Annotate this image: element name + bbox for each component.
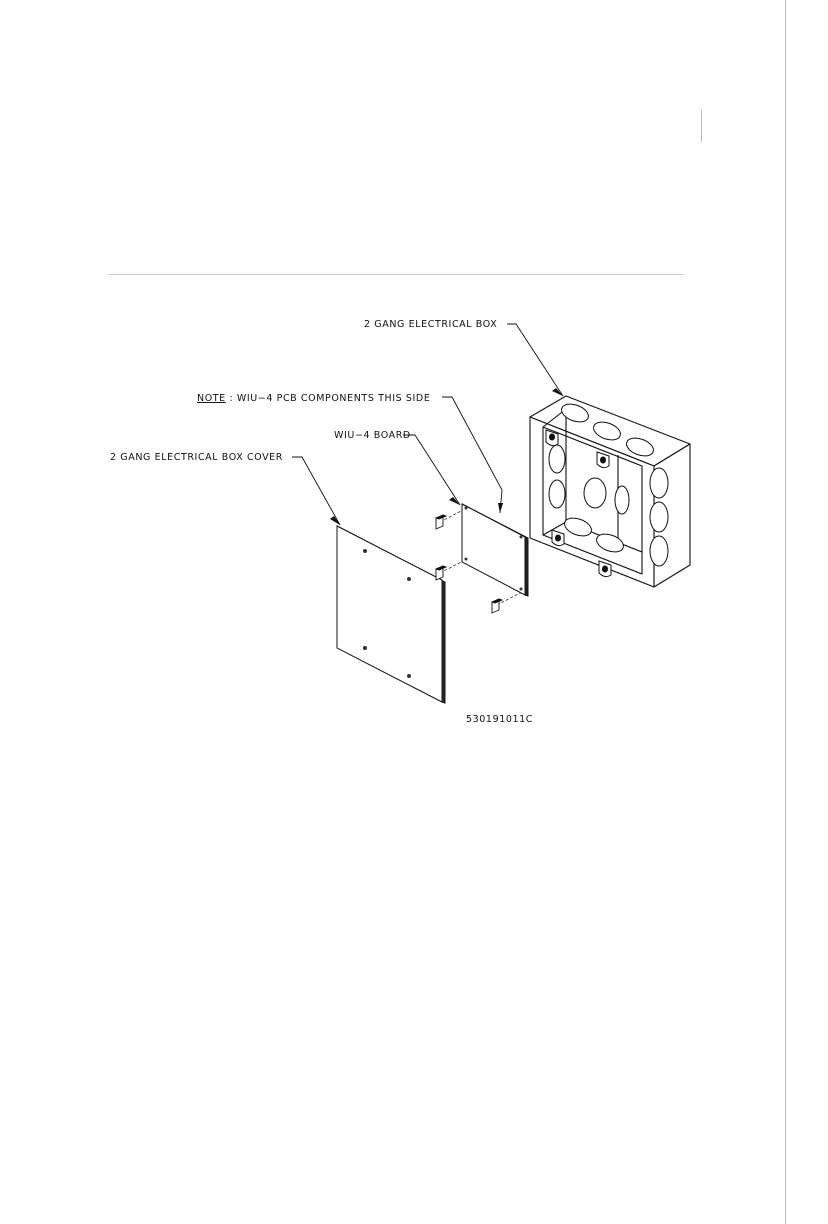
knockout [584,478,606,508]
label-wiu4-board: WIU−4 BOARD [334,430,411,441]
leader-board [403,435,460,505]
knockout [549,445,565,473]
leader-note [442,397,502,513]
wiu4-board [462,504,528,596]
knockout [615,486,629,514]
leader-lines [292,324,563,525]
screw [492,599,502,613]
knockout [549,480,565,508]
leader-cover [292,457,340,525]
cover-hole [407,577,411,581]
label-note-text: : WIU−4 PCB COMPONENTS THIS SIDE [225,393,431,404]
drawing-number: 530191011C [466,714,534,725]
label-note-word: NOTE [197,393,226,404]
cover-hole [363,646,367,650]
knockout [650,502,668,532]
cover-hole [363,549,367,553]
screw [436,515,446,529]
arrow-board [449,497,460,505]
label-note [197,393,430,404]
cover-face [337,526,442,702]
leader-arrowheads [330,388,563,525]
screw [436,566,446,580]
label-box-cover: 2 GANG ELECTRICAL BOX COVER [110,452,283,463]
label-electrical-box: 2 GANG ELECTRICAL BOX [364,319,498,330]
box-cover-plate [337,526,445,703]
knockout [650,468,668,498]
knockout [650,536,668,566]
board-face [462,504,525,595]
cover-hole [407,674,411,678]
leader-electrical-box [507,324,563,396]
arrow-electrical-box [552,388,563,396]
box-side-knockouts [650,468,668,566]
arrow-cover [330,516,340,525]
